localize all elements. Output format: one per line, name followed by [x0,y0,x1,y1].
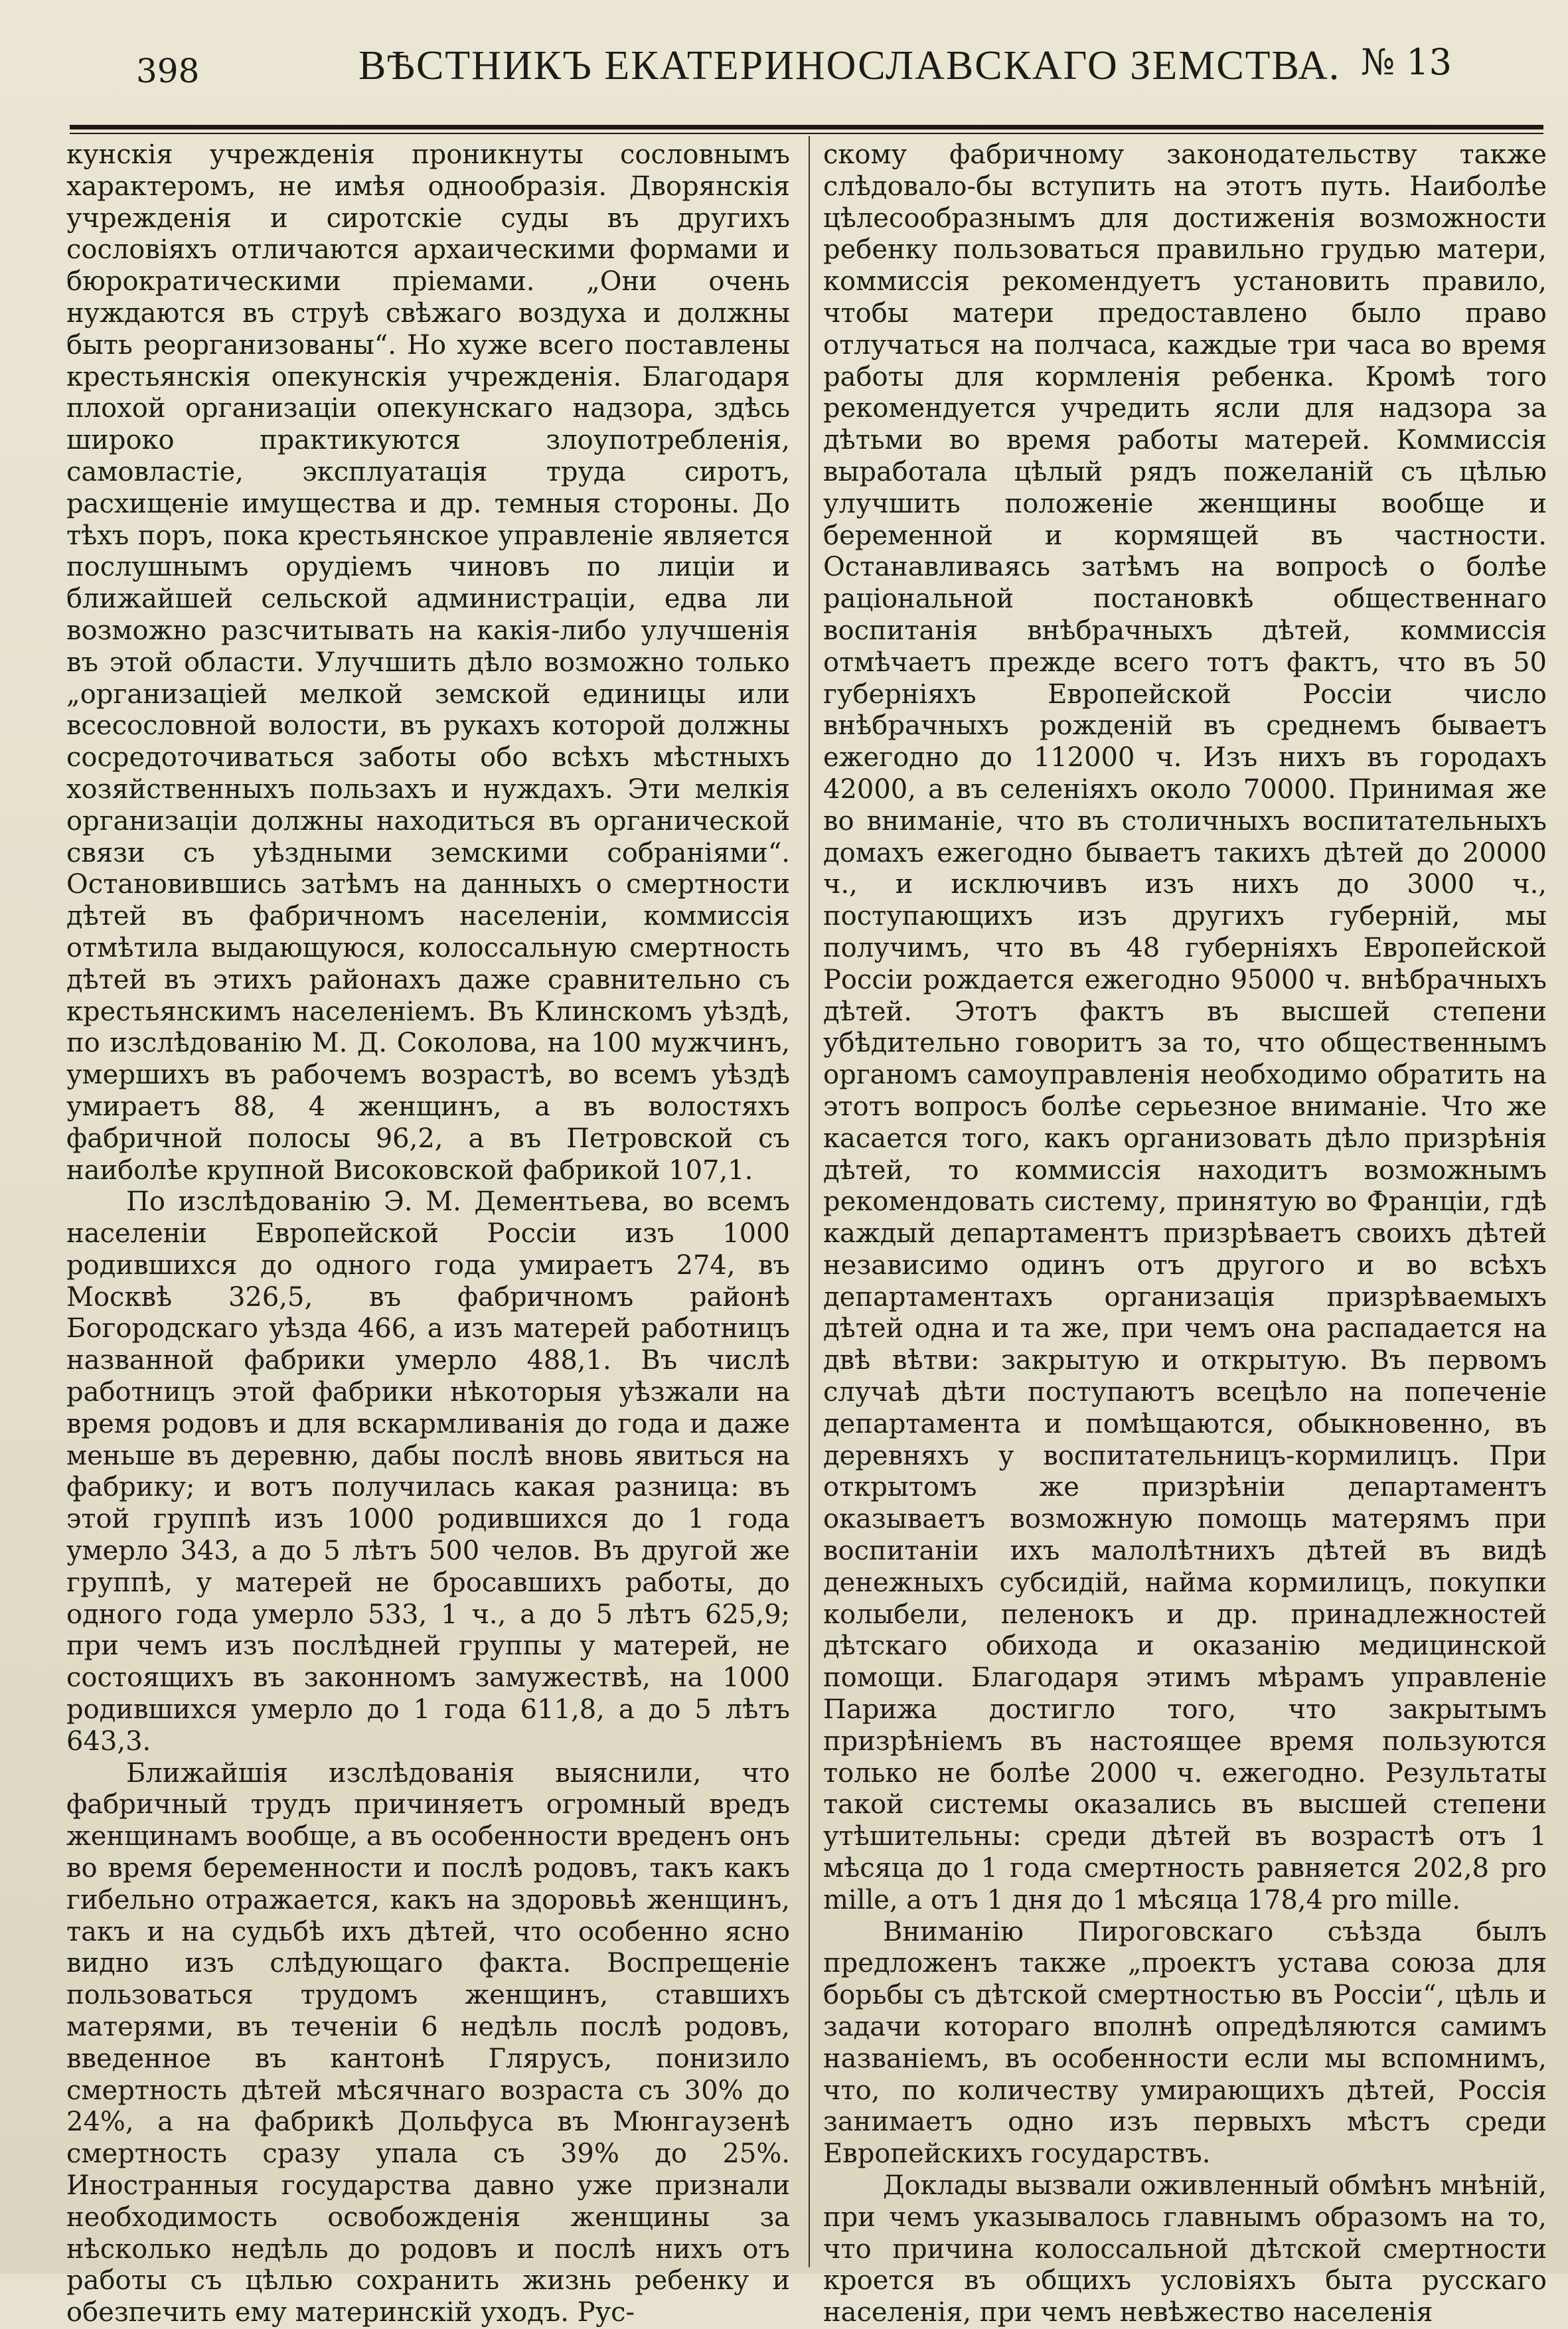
left-column [66,139,790,2328]
column-divider [809,136,810,2267]
header-rule-thick [70,125,1543,129]
right-paragraph-1: скому фабричному законодательству также слѣдовало-бы вступить на этотъ путь. Наиболѣе цѣлесообразнымъ для достиженія возможности ребенку пользоваться правильно грудью матери, коммиссія рекомендуетъ установить правило, чтобы матери предоставлено было право отлучаться на полчаса, каждые три часа во время работы для кормленія ребенка. Кромѣ того рекомендуется учредить ясли для надзора за дѣтьми во время работы матерей. Коммиссія выработала цѣлый рядъ пожеланій съ цѣлью улучшить положеніе женщины вообще и беременной и кормящей въ частности. Останавливаясь затѣмъ на вопросѣ о болѣе раціональной постановкѣ общественнаго воспитанія внѣбрачныхъ дѣтей, коммиссія отмѣчаетъ прежде всего тотъ фактъ, что въ 50 губерніяхъ Европейской Россіи число внѣбрачныхъ рожденій въ среднемъ бываетъ ежегодно до 112000 ч. Изъ нихъ въ городахъ 42000, а въ селеніяхъ около 70000. Принимая же во вниманіе, что въ столичныхъ воспитательныхъ домахъ ежегодно бываетъ такихъ дѣтей до 20000 ч., и исключивъ изъ нихъ до 3000 ч., поступающихъ изъ другихъ губерній, мы получимъ, что въ 48 губерніяхъ Европейской Россіи рождается ежегодно 95000 ч. внѣбрачныхъ дѣтей. Этотъ фактъ въ высшей степени убѣдительно говоритъ за то, что общественнымъ органомъ самоуправленія необходимо обратить на этотъ вопросъ болѣе серьезное вниманіе. Что же касается того, какъ организовать дѣло призрѣнія дѣтей, то коммиссія находитъ возможнымъ рекомендовать систему, принятую во Франціи, гдѣ каждый департаментъ призрѣваетъ своихъ дѣтей независимо одинъ отъ другого и во всѣхъ департаментахъ организація призрѣваемыхъ дѣтей одна и та же, при чемъ она распадается на двѣ вѣтви: закрытую и открытую. Въ первомъ случаѣ дѣти поступаютъ всецѣло на попеченіе департамента и помѣщаются, обыкновенно, въ деревняхъ у воспитательницъ-кормилицъ. При открытомъ же призрѣніи департаментъ оказываетъ возможную помощь матерямъ при воспитаніи ихъ малолѣтнихъ дѣтей въ видѣ денежныхъ субсидій, найма кормилицъ, покупки колыбели, пеленокъ и др. принадлежностей дѣтскаго обихода и оказанію медицинской помощи. Благодаря этимъ мѣрамъ управленіе Парижа достигло того, что закрытымъ призрѣніемъ въ настоящее время пользуются только не болѣе 2000 ч. ежегодно. Результаты такой системы оказались въ высшей степени утѣшительны: среди дѣтей въ возрастѣ отъ 1 мѣсяца до 1 года смертность равняется 202,8 pro mille, а отъ 1 дня до 1 мѣсяца 178,4 pro mille. [823,139,1547,1915]
right-paragraph-2: Вниманію Пироговскаго съѣзда былъ предложенъ также „проектъ устава союза для борьбы съ дѣтской смертностью въ Россіи“, цѣль и задачи котораго вполнѣ опредѣляются самимъ названіемъ, въ особенности если мы вспомнимъ, что, по количеству умирающихъ дѣтей, Россія занимаетъ одно изъ первыхъ мѣстъ среди Европейскихъ государствъ. [823,1916,1547,2170]
left-paragraph-3: Ближайшія изслѣдованія выяснили, что фабричный трудъ причиняетъ огромный вредъ женщинамъ вообще, а въ особенности вреденъ онъ во время беременности и послѣ родовъ, такъ какъ гибельно отражается, какъ на здоровьѣ женщинъ, такъ и на судьбѣ ихъ дѣтей, что особенно ясно видно изъ слѣдующаго факта. Воспрещеніе пользоваться трудомъ женщинъ, ставшихъ матерями, въ теченіи 6 недѣль послѣ родовъ, введенное въ кантонѣ Глярусъ, понизило смертность дѣтей мѣсячнаго возраста съ 30% до 24%, а на фабрикѣ Дольфуса въ Мюнгаузенѣ смертность сразу упала съ 39% до 25%. Иностранныя государства давно уже признали необходимость освобожденія женщины за нѣсколько недѣль до родовъ и послѣ нихъ отъ работы съ цѣлью сохранить жизнь ребенку и обезпечить ему материнскій уходъ. Рус- [66,1757,790,2328]
left-paragraph-2: По изслѣдованію Э. М. Дементьева, во всемъ населеніи Европейской Россіи изъ 1000 родившихся до одного года умираетъ 274, въ Москвѣ 326,5, въ фабричномъ районѣ Богородскаго уѣзда 466, а изъ матерей работницъ названной фабрики умерло 488,1. Въ числѣ работницъ этой фабрики нѣкоторыя уѣзжали на время родовъ и для вскармливанія до года и даже меньше въ деревню, дабы послѣ вновь явиться на фабрику; и вотъ получилась какая разница: въ этой группѣ изъ 1000 родившихся до 1 года умерло 343, а до 5 лѣтъ 500 челов. Въ другой же группѣ, у матерей не бросавшихъ работы, до одного года умерло 533, 1 ч., а до 5 лѣтъ 625,9; при чемъ изъ послѣдней группы у матерей, не состоящихъ въ законномъ замужествѣ, на 1000 родившихся умерло до 1 года 611,8, а до 5 лѣтъ 643,3. [66,1186,790,1757]
left-paragraph-1: кунскія учрежденія проникнуты сословнымъ характеромъ, не имѣя однообразія. Дворянскія учрежденія и сиротскіе суды въ другихъ сословіяхъ отличаются архаическими формами и бюрократическими пріемами. „Они очень нуждаются въ струѣ свѣжаго воздуха и должны быть реорганизованы“. Но хуже всего поставлены крестьянскія опекунскія учрежденія. Благодаря плохой организаціи опекунскаго надзора, здѣсь широко практикуются злоупотребленія, самовластіе, эксплуатація труда сиротъ, расхищеніе имущества и др. темныя стороны. До тѣхъ поръ, пока крестьянское управленіе является послушнымъ орудіемъ чиновъ по лиціи и ближайшей сельской администраціи, едва ли возможно разсчитывать на какія-либо улучшенія въ этой области. Улучшить дѣло возможно только „организаціей мелкой земской единицы или всесословной волости, въ рукахъ которой должны сосредоточиваться заботы обо всѣхъ мѣстныхъ хозяйственныхъ пользахъ и нуждахъ. Эти мелкія организаціи должны находиться въ органической связи съ уѣздными земскими собраніями“. Остановившись затѣмъ на данныхъ о смертности дѣтей въ фабричномъ населеніи, коммиссія отмѣтила выдающуюся, колоссальную смертность дѣтей въ этихъ районахъ даже сравнительно съ крестьянскимъ населеніемъ. Въ Клинскомъ уѣздѣ, по изслѣдованію М. Д. Соколова, на 100 мужчинъ, умершихъ въ рабочемъ возрастѣ, во всемъ уѣздѣ умираетъ 88, 4 женщинъ, а въ волостяхъ фабричной полосы 96,2, а въ Петровской съ наиболѣе крупной Високовской фабрикой 107,1. [66,139,790,1186]
page-header [0,33,1568,90]
journal-title: ВѢСТНИКЪ ЕКАТЕРИНОСЛАВСКАГО ЗЕМСТВА. [358,43,1341,88]
header-rule-thin [70,133,1543,134]
right-column [823,139,1547,2328]
issue-number: № 13 [1361,41,1452,83]
page-number: 398 [136,52,200,90]
right-paragraph-3: Доклады вызвали оживленный обмѣнъ мнѣній, при чемъ указывалось главнымъ образомъ на то, что причина колоссальной дѣтской смертности кроется въ общихъ условіяхъ быта русскаго населенія, при чемъ невѣжество населенія [823,2170,1547,2328]
